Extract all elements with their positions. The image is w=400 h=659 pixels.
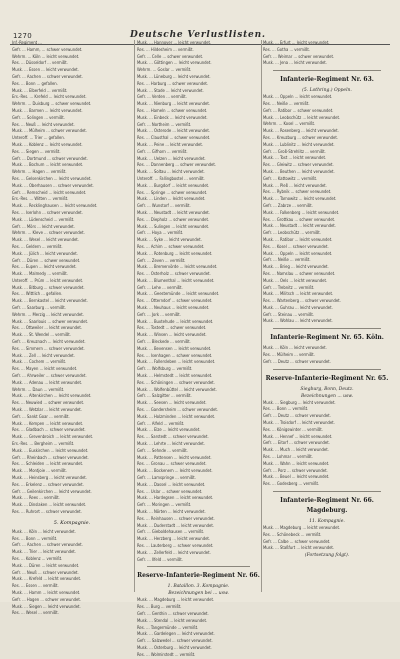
casualty-entry: Res. ... Geldern ... vermißt. [12,243,63,249]
casualty-entry: Gefr. ... Eitorf ... schwer verwundet. [263,440,330,446]
casualty-entry: Res. ... Rybnik ... schwer verwundet. [263,189,332,195]
casualty-entry: Res. ... Dannenberg ... schwer verwundet. [137,162,217,168]
regiment-heading: Infanterie-Regiment Nr. 66. Magdeburg. [280,497,374,515]
casualty-entry: Res. ... Mayen ... leicht verwundet. [12,366,78,372]
casualty-entry: Gefr. ... Ratibor ... schwer verwundet. [263,107,334,113]
casualty-entry: Musk. ... Geestemünde ... leicht verwundet. [137,291,220,297]
section-rule [273,70,381,71]
casualty-entry: Wehrm. ... Merzig ... leicht verwundet. [12,311,84,317]
casualty-entry: Musk. ... Neustadt ... leicht verwundet. [137,209,210,215]
casualty-entry: Res. ... Sarstedt ... schwer verwundet. [137,434,209,440]
casualty-entry: Gefr. ... Lehe ... vermißt. [137,284,183,290]
casualty-entry: Musk. ... Grevenbroich ... leicht verwundet. [12,434,94,440]
casualty-entry: Musk. ... Dinslaken ... leicht verwundet. [12,502,87,508]
casualty-entry: Gefr. ... Dortmund ... schwer verwundet. [12,155,88,161]
casualty-entry: Wehrm. ... Köln ... leicht verwundet. [12,53,80,59]
casualty-entry: Musk. ... Neuhaus ... leicht verwundet. [137,305,210,311]
casualty-entry: Musk. ... Wohlau ... leicht verwundet. [263,318,333,324]
casualty-entry: Musk. ... Nienburg ... leicht verwundet. [137,101,211,107]
casualty-entry: Musk. ... Koblenz ... leicht verwundet. [12,141,83,147]
casualty-entry: Musk. ... Falkenberg ... leicht verwundet. [263,209,340,215]
casualty-entry: Unteroff. ... Fallingbostel ... vermißt. [137,175,205,181]
casualty-entry: Res. ... Düsseldorf ... vermißt. [12,60,68,66]
casualty-entry: Musk. ... Oppeln ... leicht verwundet. [263,250,333,256]
casualty-entry: Res. ... Wartenberg ... schwer verwundet. [263,298,341,304]
casualty-entry: Res. ... Diepholz ... schwer verwundet. [137,216,210,222]
column-2-entries [137,40,260,563]
casualty-entry: Musk. ... Pattensen ... leicht verwundet. [137,454,212,460]
casualty-entry: Res. ... Wittlich ... gefallen. [12,291,63,297]
casualty-entry: Res. ... Essen ... vermißt. [12,583,59,589]
casualty-entry: Gefr. ... Moringen ... vermißt. [137,502,192,508]
casualty-entry: Gefr. ... Groß-Strehlitz ... vermißt. [263,148,326,154]
casualty-entry: Res. ... Iserlohn ... schwer verwundet. [12,209,83,215]
column-3-entries-1 [263,94,391,325]
casualty-entry: Musk. ... Guhrau ... leicht verwundet. [263,304,333,310]
casualty-entry: Res. ... Schleiden ... leicht verwundet. [12,461,84,467]
section-rule [147,566,250,567]
casualty-entry: Res. ... Wolmirstedt ... vermißt. [137,651,196,657]
casualty-entry: Musk. ... Hennef ... leicht verwundet. [263,433,333,439]
casualty-entry: Musk. ... Helmstedt ... leicht verwundet. [137,373,213,379]
casualty-entry: Ers.-Res. ... Krefeld ... leicht verwundet. [12,94,87,100]
casualty-entry: Musk. ... Oberhausen ... schwer verwundet. [12,182,94,188]
casualty-entry: Res. ... Lauterberg ... schwer verwundet. [137,542,214,548]
casualty-entry: Musk. ... Elberfeld ... vermißt. [12,87,68,93]
casualty-entry: Res. ... Neiße ... vermißt. [263,100,310,106]
column-1-entries [12,40,132,516]
section-heading: 5. Kompagnie. [53,519,91,526]
casualty-entry: Musk. ... Erfurt ... leicht verwundet. [263,40,330,45]
casualty-entry: Musk. ... Herzberg ... leicht verwundet. [137,536,211,542]
casualty-entry: Musk. ... Winsen ... leicht verwundet. [137,332,207,338]
casualty-entry: Gefr. ... Celle ... schwer verwundet. [137,53,204,59]
casualty-entry: Musk. ... Köln ... leicht verwundet. [263,345,327,351]
casualty-entry: Res. ... Reinhausen ... schwer verwundet. [137,515,215,521]
casualty-entry: Res. ... Eupen ... leicht verwundet. [12,264,77,270]
casualty-entry: Gefr. ... Steinau ... vermißt. [263,311,314,317]
column-divider [134,40,135,592]
casualty-entry: Wehrm. ... Daun ... vermißt. [12,386,65,392]
casualty-entry: Musk. ... Adenau ... leicht verwundet. [12,379,83,385]
casualty-entry: Musk. ... Bremervörde ... leicht verwundet. [137,264,218,270]
casualty-entry: Wehrm. ... Goslar ... vermißt. [137,67,192,73]
casualty-entry: Gefr. ... Gieboldehausen ... vermißt. [137,529,205,535]
column-3-entries-3 [263,400,391,488]
casualty-entry: Res. ... Bonn ... vermißt. [263,406,309,412]
casualty-entry: Musk. ... Buxtehude ... leicht verwundet. [137,318,214,324]
casualty-entry: Gefr. ... Wunstorf ... vermißt. [137,203,191,209]
casualty-entry: Musk. ... Bockenem ... leicht verwundet. [137,468,213,474]
casualty-entry: Musk. ... Magdeburg ... leicht verwundet. [263,525,341,531]
casualty-entry: Gefr. ... Geilenkirchen ... leicht verwundet. [12,488,92,494]
casualty-entry: Musk. ... Bochum ... leicht verwundet. [12,162,84,168]
casualty-entry: Musk. ... Pleß ... leicht verwundet. [263,182,327,188]
casualty-entry: Musk. ... Lublinitz ... leicht verwundet. [263,141,335,147]
casualty-entry: Gefr. ... Salzgitter ... vermißt. [137,393,192,399]
casualty-entry: Musk. ... Oels ... leicht verwundet. [263,277,328,283]
casualty-entry: Musk. ... Bevensen ... leicht verwundet. [137,345,212,351]
casualty-entry: Musk. ... Rees ... vermißt. [12,495,60,501]
casualty-entry: Gefr. ... Genthin ... schwer verwundet. [137,610,209,616]
section-rule [273,491,381,492]
regiment-heading: Reserve-Infanterie-Regiment Nr. 66. [137,572,260,580]
casualty-entry: Inf.-Regiment ... [12,40,42,45]
casualty-entry: Wehrm. ... Kosel ... vermißt. [263,121,316,127]
casualty-entry: Gefr. ... Weimar ... schwer verwundet. [263,53,335,59]
section-rule [273,369,381,370]
casualty-entry: Gefr. ... Hagen ... schwer verwundet. [12,596,82,602]
column-1 [12,40,132,616]
casualty-entry: Res. ... Wesel ... vermißt. [12,610,59,616]
casualty-entry: Gefr. ... Remscheid ... leicht verwundet. [12,189,87,195]
casualty-entry: Musk. ... Malmedy ... vermißt. [12,271,68,277]
casualty-entry: Gefr. ... Deutz ... schwer verwundet. [263,358,331,364]
casualty-entry: Musk. ... Kempen ... leicht verwundet. [12,420,84,426]
casualty-entry: Musk. ... Wetzlar ... leicht verwundet. [12,407,82,413]
casualty-entry: Wehrm. ... Kleve ... schwer verwundet. [12,230,85,236]
running-title: Deutsche Verlustlisten. [130,30,266,40]
casualty-entry: Gefr. ... Trebnitz ... vermißt. [263,284,315,290]
casualty-entry: Gefr. ... Verden ... vermißt. [137,94,187,100]
casualty-entry: Musk. ... Dassel ... leicht verwundet. [137,481,206,487]
casualty-entry: Res. ... Harburg ... schwer verwundet. [137,80,209,86]
casualty-entry: Musk. ... Zell ... leicht verwundet. [12,352,75,358]
casualty-entry: Wehrm. ... Duisburg ... schwer verwundet. [12,101,92,107]
casualty-entry: Musk. ... Staßfurt ... leicht verwundet. [263,545,335,551]
casualty-entry: Musk. ... Wesel ... leicht verwundet. [12,237,79,243]
casualty-entry: Musk. ... Köln ... leicht verwundet. [12,528,76,534]
casualty-entry: Musk. ... Rotenburg ... leicht verwundet. [137,250,213,256]
casualty-entry: Res. ... Clausthal ... schwer verwundet. [137,135,211,141]
casualty-entry: Ers.-Res. ... Witten ... vermißt. [12,196,69,202]
casualty-entry: Gefr. ... Deutz ... schwer verwundet. [263,413,331,419]
casualty-entry: Musk. ... Mülheim ... schwer verwundet. [12,128,87,134]
casualty-entry: Musk. ... Lehrte ... leicht verwundet. [137,441,205,447]
regiment-subheading: 1. Bataillon. 3. Kompagnie. [167,584,230,590]
casualty-entry: Res. ... Bonn ... vermißt. [12,535,58,541]
casualty-entry: Musk. ... Gardelegen ... leicht verwundet. [137,631,215,637]
casualty-entry: Musk. ... Much ... leicht verwundet. [263,447,329,453]
casualty-entry: Musk. ... Krefeld ... leicht verwundet. [12,576,82,582]
casualty-entry: Res. ... Kosel ... schwer verwundet. [263,243,329,249]
casualty-entry: Musk. ... Essen ... leicht verwundet. [12,67,79,73]
casualty-entry: Musk. ... Holzminden ... leicht verwundet. [137,413,216,419]
casualty-entry: Gefr. ... Ahrweiler ... schwer verwundet. [12,373,87,379]
casualty-entry: Res. ... Gladbach ... schwer verwundet. [12,427,86,433]
casualty-entry: Gefr. ... Neiße ... vermißt. [263,257,311,263]
casualty-entry: Res. ... Uslar ... schwer verwundet. [137,488,203,494]
casualty-entry: Musk. ... Ratibor ... leicht verwundet. [263,236,333,242]
casualty-entry: Musk. ... Barmen ... leicht verwundet. [12,107,83,113]
page-header [0,8,400,38]
column-2 [137,40,260,657]
casualty-entry: Musk. ... Troisdorf ... leicht verwundet. [263,420,335,426]
casualty-entry: Res. ... Hildesheim ... vermißt. [137,46,194,52]
casualty-entry: Res. ... Siegen ... vermißt. [12,148,61,154]
casualty-entry: Musk. ... Recklinghausen ... leicht verwundet. [12,203,98,209]
casualty-entry: Musk. ... Magdeburg ... leicht verwundet. [137,597,215,603]
casualty-entry: Gefr. ... Calbe ... schwer verwundet. [263,538,331,544]
casualty-entry: Res. ... Mülheim ... vermißt. [263,352,315,358]
casualty-entry: Gefr. ... Zabrze ... vermißt. [263,202,313,208]
casualty-entry: Gefr. ... Solingen ... vermißt. [12,114,65,120]
casualty-entry: Musk. ... Jena ... leicht verwundet. [263,60,327,66]
casualty-entry: Musk. ... Zellerfeld ... leicht verwundet. [137,549,211,555]
casualty-entry: Res. ... Königswinter ... vermißt. [263,426,323,432]
casualty-entry: Res. ... Schönebeck ... vermißt. [263,531,322,537]
casualty-entry: Musk. ... Lüdenscheid ... vermißt. [12,216,75,222]
casualty-entry: Res. ... Tangermünde ... vermißt. [137,624,199,630]
casualty-entry: Musk. ... Hannover ... leicht verwundet. [137,40,212,45]
casualty-entry: Gefr. ... Rheinbach ... schwer verwundet. [12,454,89,460]
column-3-entries-2 [263,345,391,365]
casualty-entry: Unteroff. ... Prüm ... leicht verwundet. [12,277,84,283]
casualty-entry: Res. ... Neuwied ... schwer verwundet. [12,400,85,406]
casualty-entry: Res. ... Tostedt ... schwer verwundet. [137,325,207,331]
column-3-entries-top [263,40,391,67]
casualty-entry: Gefr. ... Saarburg ... vermißt. [12,305,66,311]
casualty-entry: Musk. ... Soltau ... leicht verwundet. [137,169,205,175]
casualty-entry: Musk. ... Seesen ... leicht verwundet. [137,400,207,406]
casualty-entry: Musk. ... Beuthen ... leicht verwundet. [263,168,335,174]
casualty-entry: Musk. ... Wolfenbüttel ... leicht verwundet. [137,386,217,392]
casualty-entry: Res. ... Gelsenkirchen ... leicht verwundet. [12,175,92,181]
casualty-entry: Musk. ... Saarlouis ... schwer verwundet. [12,318,89,324]
casualty-entry: Ers.-Res. ... Bergheim ... vermißt. [12,441,75,447]
casualty-entry: Res. ... Gleiwitz ... schwer verwundet. [263,162,334,168]
casualty-entry: Musk. ... Bitburg ... schwer verwundet. [12,284,85,290]
regiment-subheading: 11. Kompagnie. [309,519,345,525]
casualty-entry: Musk. ... Einbeck ... leicht verwundet. [137,114,208,120]
regiment-heading: Infanterie-Regiment Nr. 65. Köln. [270,334,384,342]
casualty-entry: Musk. ... Militsch ... leicht verwundet. [263,291,334,297]
casualty-entry: Musk. ... Elze ... leicht verwundet. [137,427,201,433]
section-rule [273,328,381,329]
casualty-entry: Res. ... Otterndorf ... schwer verwundet. [137,298,213,304]
continuation-note: (Fortsetzung folgt). [304,553,350,559]
casualty-entry: Res. ... Kreuzburg ... schwer verwundet. [263,134,339,140]
casualty-entry: Musk. ... Göttingen ... leicht verwundet. [137,60,212,66]
casualty-entry: Gefr. ... Hoya ... vermißt. [137,230,184,236]
casualty-entry: Res. ... Achim ... schwer verwundet. [137,243,205,249]
casualty-entry: Gefr. ... Alfeld ... vermißt. [137,420,185,426]
casualty-entry: Musk. ... Altenkirchen ... leicht verwundet. [12,393,92,399]
casualty-entry: Musk. ... Hardegsen ... leicht verwundet. [137,495,214,501]
casualty-entry: Gefr. ... Wolfsburg ... vermißt. [137,366,193,372]
casualty-entry: Res. ... Lohmar ... vermißt. [263,454,313,460]
casualty-entry: Musk. ... Stade ... leicht verwundet. [137,87,204,93]
casualty-entry: Musk. ... Tarnowitz ... leicht verwundet. [263,196,337,202]
casualty-entry: Gefr. ... Ilfeld ... vermißt. [137,556,183,562]
casualty-entry: Musk. ... Brieg ... leicht verwundet. [263,264,329,270]
casualty-entry: Musk. ... Hamm ... leicht verwundet. [12,589,81,595]
casualty-entry: Musk. ... Beuel ... leicht verwundet. [263,474,330,480]
casualty-entry: Res. ... Ruhrort ... schwer verwundet. [12,508,82,514]
regiment-heading: Infanterie-Regiment Nr. 63. [280,76,374,84]
casualty-entry: Res. ... Koblenz ... vermißt. [12,555,63,561]
column-3-entries-4 [263,525,391,552]
column-1-entries-2 [12,529,132,617]
casualty-entry: Res. ... Gotha ... vermißt. [263,46,311,52]
casualty-entry: Res. ... Simmern ... schwer verwundet. [12,345,85,351]
casualty-entry: Musk. ... Stendal ... leicht verwundet. [137,617,208,623]
casualty-entry: Gefr. ... Gifhorn ... vermißt. [137,148,188,154]
casualty-entry: Res. ... Isenhagen ... schwer verwundet. [137,352,213,358]
casualty-entry: Res. ... Grottkau ... schwer verwundet. [263,216,336,222]
casualty-entry: Gefr. ... Kreuznach ... leicht verwundet. [12,339,86,345]
casualty-entry: Musk. ... Jülich ... leicht verwundet. [12,250,78,256]
casualty-entry: Gefr. ... Leobschütz ... vermißt. [263,230,321,236]
casualty-entry: Gefr. ... Zeven ... vermißt. [137,257,186,263]
casualty-entry: Musk. ... Uelzen ... leicht verwundet. [137,155,206,161]
casualty-entry: Musk. ... Tost ... leicht verwundet. [263,155,327,161]
casualty-entry: Gefr. ... Porz ... schwer verwundet. [263,467,328,473]
casualty-entry: Gefr. ... Lamspringe ... vermißt. [137,475,196,480]
casualty-entry: Musk. ... Euskirchen ... leicht verwundet. [12,447,89,453]
casualty-entry: Musk. ... Peine ... leicht verwundet. [137,141,204,147]
casualty-entry: Musk. ... Linden ... leicht verwundet. [137,196,206,202]
regiment-note: Bezeichnungen bei ... usw. [168,591,229,597]
column-2-entries-2 [137,597,260,658]
casualty-entry: Res. ... Gandersheim ... schwer verwundet. [137,407,219,413]
casualty-entry: Gefr. ... Kattowitz ... vermißt. [263,175,318,181]
casualty-entry: Gefr. ... Salzwedel ... schwer verwundet. [137,638,213,644]
casualty-entry: Res. ... Ottweiler ... leicht verwundet. [12,325,83,331]
casualty-entry: Musk. ... Duderstadt ... leicht verwundet. [137,522,214,528]
casualty-entry: Musk. ... Cochem ... vermißt. [12,359,67,365]
casualty-entry: Gefr. ... Jork ... vermißt. [137,311,181,317]
casualty-entry: Musk. ... Düren ... leicht verwundet. [12,562,80,568]
casualty-entry: Res. ... Bonn ... gefallen. [12,80,58,86]
casualty-entry: Res. ... Springe ... schwer verwundet. [137,189,208,195]
casualty-entry: Res. ... Osterholz ... schwer verwundet. [137,271,211,277]
casualty-entry: Unteroff. ... Trier ... gefallen. [12,135,65,141]
page-number: 1270 [13,32,33,40]
column-3 [263,40,391,592]
casualty-entry: Gefr. ... Aachen ... schwer verwundet. [12,542,83,548]
casualty-entry: Res. ... Hameln ... schwer verwundet. [137,107,208,113]
casualty-entry: Res. ... Neuß ... leicht verwundet. [12,121,75,127]
casualty-entry: Musk. ... Oppeln ... leicht verwundet. [263,94,333,100]
regiment-subheading: Siegburg, Bonn, Deutz. [300,386,354,392]
casualty-entry: Musk. ... Osterode ... leicht verwundet. [137,128,211,134]
casualty-entry: Gefr. ... Sehnde ... vermißt. [137,447,188,453]
casualty-entry: Musk. ... Leobschütz ... leicht verwundet. [263,114,341,120]
casualty-entry: Musk. ... Siegburg ... leicht verwundet. [263,399,336,405]
casualty-entry: Res. ... Gronau ... schwer verwundet. [137,461,207,467]
casualty-entry: Musk. ... Bernkastel ... leicht verwundet. [12,298,88,304]
casualty-entry: Musk. ... Syke ... leicht verwundet. [137,237,202,243]
casualty-entry: Musk. ... Trier ... leicht verwundet. [12,549,76,555]
casualty-entry: Musk. ... St. Wendel ... vermißt. [12,332,71,338]
casualty-entry: Gefr. ... Düren ... schwer verwundet. [12,257,81,263]
casualty-entry: Musk. ... Burgdorf ... leicht verwundet. [137,182,210,188]
casualty-entry: Res. ... Namslau ... schwer verwundet. [263,270,336,276]
casualty-entry: Gefr. ... Northeim ... vermißt. [137,121,192,127]
regiment-heading: Reserve-Infanterie-Regiment Nr. 65. [265,374,389,382]
casualty-entry: Musk. ... Blumenthal ... leicht verwundet. [137,277,215,283]
casualty-entry: Res. ... Godesberg ... vermißt. [263,481,320,487]
regiment-note: Bezeichnungen ... usw. [300,393,354,399]
casualty-entry: Gefr. ... Hamm, ... schwer verwundet. [12,46,83,52]
column-divider [261,40,262,592]
casualty-entry: Gefr. ... Aachen ... schwer verwundet. [12,73,83,79]
casualty-entry: Musk. ... Fallersleben ... leicht verwundet. [137,359,216,365]
casualty-entry: Res. ... Schöningen ... schwer verwundet. [137,379,215,385]
casualty-entry: Musk. ... Nörten ... leicht verwundet. [137,508,206,514]
casualty-entry: Musk. ... Heinsberg ... leicht verwundet. [12,475,87,480]
casualty-entry: Musk. ... Neustadt ... leicht verwundet. [263,223,336,229]
casualty-entry: Musk. ... Osterburg ... leicht verwundet. [137,644,212,650]
casualty-entry: Gefr. ... Bleckede ... vermißt. [137,339,191,345]
casualty-entry: Musk. ... Sulingen ... leicht verwundet. [137,223,210,229]
casualty-entry: Wehrm. ... Hagen ... vermißt. [12,169,67,175]
casualty-entry: Res. ... Erkelenz ... schwer verwundet. [12,481,84,487]
casualty-entry: Musk. ... Siegen ... leicht verwundet. [12,603,81,609]
casualty-entry: Res. ... Burg ... vermißt. [137,604,182,610]
regiment-subheading: (5. Lothring.) Oppeln. [302,88,352,94]
casualty-entry: Musk. ... Rosenberg ... leicht verwundet. [263,128,339,134]
casualty-entry: Gefr. ... Mörs ... leicht verwundet. [12,223,75,229]
casualty-entry: Musk. ... Wahn ... leicht verwundet. [263,460,330,466]
casualty-entry: Gefr. ... Neuß ... schwer verwundet. [12,569,79,575]
casualty-entry: Musk. ... Lüneburg ... leicht verwundet. [137,73,211,79]
casualty-entry: Gefr. ... Sankt Goar ... vermißt. [12,413,70,419]
casualty-entry: Musk. ... Montjoie ... vermißt. [12,468,67,474]
